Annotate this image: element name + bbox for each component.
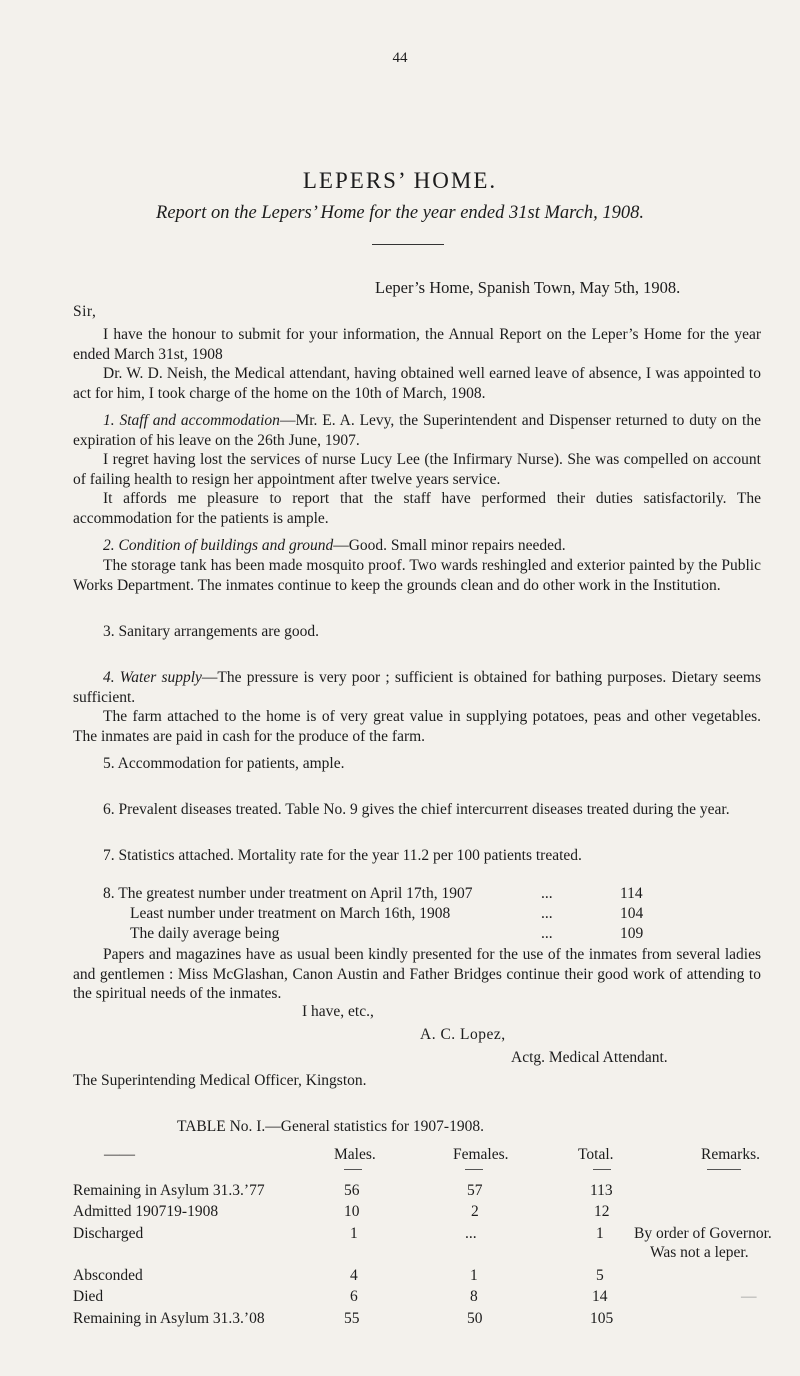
leader-dots-3: ...: [541, 925, 553, 942]
table-cell-total: 1: [596, 1225, 604, 1242]
table-cell-females: 57: [467, 1182, 483, 1199]
section-4-paragraph-2: The farm attached to the home is of very great value in supplying potatoes, peas and other vegetables. The inmates are paid in cash for the produce of the farm.: [73, 708, 761, 745]
signatory-role: Actg. Medical Attendant.: [511, 1049, 668, 1066]
section-7-paragraph: 7. Statistics attached. Mortality rate for the year 11.2 per 100 patients treated.: [103, 847, 582, 864]
table-header-remarks: Remarks.: [701, 1146, 760, 1163]
table-cell-females: 50: [467, 1310, 483, 1327]
table-cell-total: 12: [594, 1203, 610, 1220]
table-row-label: Absconded: [73, 1267, 143, 1284]
dateline: Leper’s Home, Spanish Town, May 5th, 1908.: [375, 278, 681, 297]
table-row-label: Remaining in Asylum 31.3.’77: [73, 1182, 265, 1199]
table-cell-remarks-line-2: Was not a leper.: [650, 1244, 749, 1261]
table-cell-males: 55: [344, 1310, 360, 1327]
signatory-name: A. C. Lopez,: [420, 1026, 506, 1043]
table-cell-females: 8: [470, 1288, 478, 1305]
header-underline-remarks: [707, 1169, 741, 1170]
table-cell-total: 14: [592, 1288, 608, 1305]
table-header-blank: ——: [104, 1146, 135, 1163]
least-number-label: Least number under treatment on March 16th, 1908: [130, 905, 451, 922]
table-cell-males: 6: [350, 1288, 358, 1305]
section-1-paragraph: 1. Staff and accommodation—Mr. E. A. Levy, the Superintendent and Dispenser returned to duty on the expiration of his leave on the 26th June, 1907.: [73, 412, 761, 449]
least-number-value: 104: [620, 905, 644, 922]
table-cell-females: 1: [470, 1267, 478, 1284]
section-6-paragraph: 6. Prevalent diseases treated. Table No. 9 gives the chief intercurrent diseases treated during the year.: [103, 801, 730, 818]
section-2-paragraph: 2. Condition of buildings and ground—Good. Small minor repairs needed.: [103, 537, 566, 554]
intro-paragraph-2: Dr. W. D. Neish, the Medical attendant, having obtained well earned leave of absence, I was appointed to act for him, I took charge of the home on the 10th of March, 1908.: [73, 365, 761, 402]
section-2-heading: 2. Condition of buildings and ground: [103, 537, 334, 554]
header-underline-males: [344, 1169, 362, 1170]
greatest-number-value: 114: [620, 885, 643, 902]
table-row-label: Died: [73, 1288, 104, 1305]
table-header-males: Males.: [334, 1146, 376, 1163]
table-cell-remarks: By order of Governor.: [634, 1225, 772, 1242]
addressee: The Superintending Medical Officer, Kingston.: [73, 1072, 367, 1089]
table-cell-females: 2: [471, 1203, 479, 1220]
table-title: TABLE No. I.—General statistics for 1907-1908.: [177, 1118, 484, 1135]
section-1-paragraph-2: I regret having lost the services of nurse Lucy Lee (the Infirmary Nurse). She was compelled on account of failing health to resign her appointment after twelve years service.: [73, 451, 761, 488]
table-cell-remarks: —: [741, 1288, 757, 1305]
table-cell-total: 113: [590, 1182, 613, 1199]
report-title: LEPERS’ HOME.: [302, 168, 498, 193]
divider-rule: [372, 244, 444, 245]
daily-average-value: 109: [620, 925, 644, 942]
section-1-heading: 1. Staff and accommodation: [103, 412, 280, 429]
salutation: Sir,: [73, 303, 97, 320]
table-cell-females: ...: [465, 1225, 477, 1242]
section-1-paragraph-3: It affords me pleasure to report that the staff have performed their duties satisfactorily. The accommodation for the patients is ample.: [73, 490, 761, 527]
header-underline-females: [465, 1169, 483, 1170]
closing-line: I have, etc.,: [302, 1003, 374, 1020]
section-4-paragraph: 4. Water supply—The pressure is very poor ; sufficient is obtained for bathing purposes. Dietary seems sufficient.: [73, 669, 761, 706]
section-5-paragraph: 5. Accommodation for patients, ample.: [103, 755, 345, 772]
table-header-total: Total.: [578, 1146, 614, 1163]
table-cell-males: 56: [344, 1182, 360, 1199]
section-2-paragraph-2: The storage tank has been made mosquito proof. Two wards reshingled and exterior painted by the Public Works Department. The inmates continue to keep the grounds clean and do other work in the Institution.: [73, 557, 761, 594]
section-8-paragraph-2: Papers and magazines have as usual been kindly presented for the use of the inmates from several ladies and gentlemen : Miss McGlashan, Canon Austin and Father Bridges continue their good work of attending to the spiritual needs of the inmates.: [73, 946, 761, 1002]
table-row-label: Remaining in Asylum 31.3.’08: [73, 1310, 265, 1327]
table-header-females: Females.: [453, 1146, 509, 1163]
table-row-label: Discharged: [73, 1225, 144, 1242]
greatest-number-label: 8. The greatest number under treatment on April 17th, 1907: [103, 885, 473, 902]
table-cell-total: 5: [596, 1267, 604, 1284]
intro-paragraph-1: I have the honour to submit for your information, the Annual Report on the Leper’s Home for the year ended March 31st, 1908: [73, 326, 761, 363]
table-cell-total: 105: [590, 1310, 614, 1327]
table-cell-males: 1: [350, 1225, 358, 1242]
section-3-paragraph: 3. Sanitary arrangements are good.: [103, 623, 320, 640]
table-row-label: Admitted 190719-1908: [73, 1203, 219, 1220]
section-4-heading: 4. Water supply: [103, 669, 202, 686]
table-cell-males: 4: [350, 1267, 358, 1284]
leader-dots-2: ...: [541, 905, 553, 922]
report-subtitle: Report on the Lepers’ Home for the year ended 31st March, 1908.: [156, 203, 644, 223]
leader-dots-1: ...: [541, 885, 553, 902]
header-underline-total: [593, 1169, 611, 1170]
page-number: 44: [392, 50, 408, 66]
table-cell-males: 10: [344, 1203, 360, 1220]
daily-average-label: The daily average being: [130, 925, 280, 942]
